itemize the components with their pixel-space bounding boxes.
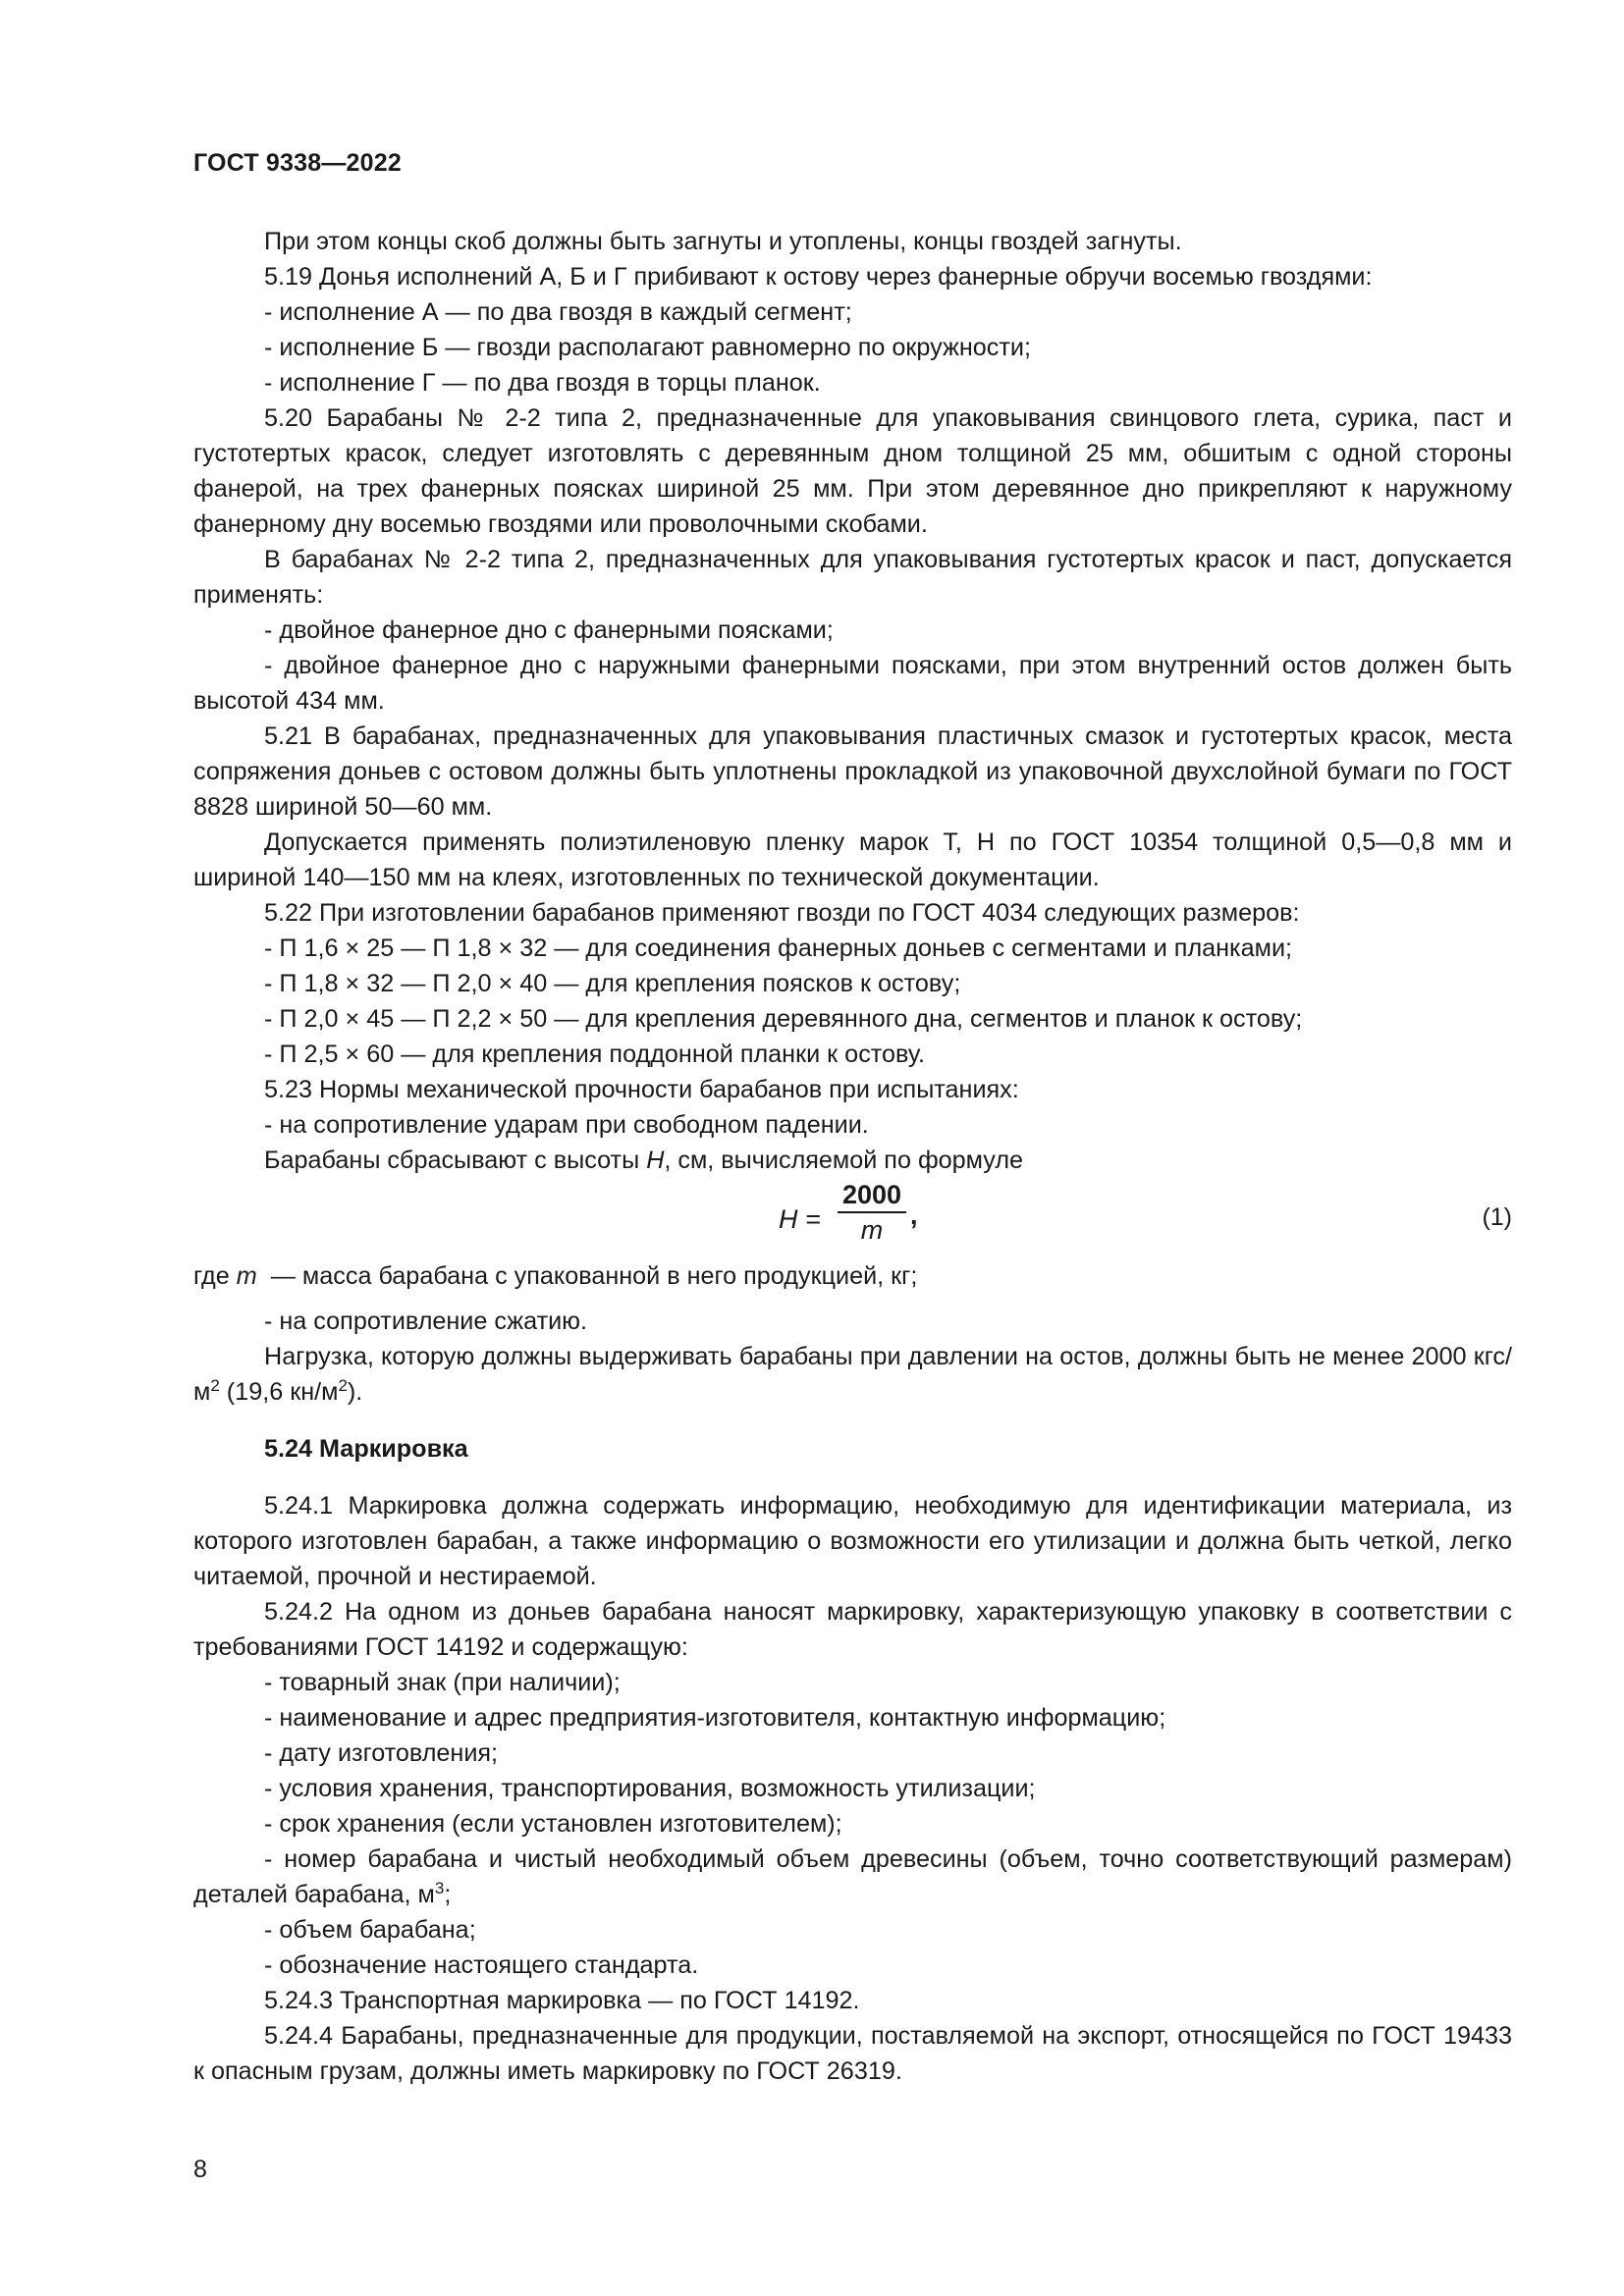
text-run: Барабаны сбрасывают с высоты [264,1147,647,1174]
formula-fraction [838,1178,906,1247]
variable-h: H [646,1147,665,1174]
paragraph [193,1339,1512,1410]
paragraph: 5.20 Барабаны № 2-2 типа 2, предназначенные для упаковывания свинцового глета, сурика, паст и густотертых красок, следует изготовлять с деревянным дном толщиной 25 мм, обшитым с одной стороны фанерой, на трех фанерных поясках шириной 25 мм. При этом деревянное дно прикрепляют к наружному фанерному дну восемью гвоздями или проволочными скобами. [193,404,1512,538]
list-item: - дату изготовления; [264,1739,499,1767]
document-body [193,224,1512,2089]
formula-1 [193,1178,1512,1258]
formula-denominator: m [860,1215,884,1245]
list-item: - исполнение Б — гвозди располагают равномерно по окружности; [264,334,1031,361]
list-item: - П 2,5 × 60 — для крепления поддонной планки к остову. [264,1041,925,1068]
formula-explanation [193,1258,1512,1294]
superscript: 3 [434,1879,445,1897]
list-item: - обозначение настоящего стандарта. [264,1951,699,1979]
paragraph: 5.19 Донья исполнений А, Б и Г прибивают к остову через фанерные обручи восемью гвоздями: [264,263,1373,291]
paragraph: 5.23 Нормы механической прочности барабанов при испытаниях: [264,1076,1019,1103]
paragraph: При этом концы скоб должны быть загнуты и утоплены, концы гвоздей загнуты. [264,228,1182,255]
paragraph: Допускается применять полиэтиленовую пленку марок Т, Н по ГОСТ 10354 толщиной 0,5—0,8 мм и шириной 140—150 мм на клеях, изготовленных по технической документации. [193,828,1512,891]
list-item: - двойное фанерное дно с наружными фанерными поясками, при этом внутренний остов должен быть высотой 434 мм. [193,652,1512,715]
list-item: - условия хранения, транспортирования, возможность утилизации; [264,1775,1036,1802]
formula-comma: , [910,1201,918,1230]
superscript: 2 [210,1376,220,1395]
text-run: ; [444,1881,452,1908]
text-run: , см, вычисляемой по формуле [664,1147,1024,1174]
list-item: - исполнение А — по два гвоздя в каждый сегмент; [264,298,852,326]
paragraph: В барабанах № 2-2 типа 2, предназначенных для упаковывания густотертых красок и паст, допускается применять: [193,546,1512,609]
paragraph: 5.24.1 Маркировка должна содержать информацию, необходимую для идентификации материала, из которого изготовлен барабан, а также информацию о возможности его утилизации и должна быть четкой, легко читаемой, прочной и нестираемой. [193,1492,1512,1590]
list-item: - П 2,0 × 45 — П 2,2 × 50 — для крепления деревянного дна, сегментов и планок к остову; [264,1005,1303,1033]
list-item: - двойное фанерное дно с фанерными поясками; [264,616,834,644]
text-run: — масса барабана с упакованной в него продукцией, кг; [256,1262,918,1290]
paragraph: 5.24.4 Барабаны, предназначенные для продукции, поставляемой на экспорт, относящейся по ГОСТ 19433 к опасным грузам, должны иметь маркировку по ГОСТ 26319. [193,2022,1512,2085]
text-run: - номер барабана и чистый необходимый объем древесины (объем, точно соответствующий размерам) деталей барабана, м [193,1845,1512,1908]
text-run: Нагрузка, которую должны выдерживать барабаны при давлении на остов, должны быть не менее 2000 кгс/м [193,1343,1512,1406]
formula-numerator: 2000 [838,1178,906,1213]
list-item: - объем барабана; [264,1916,476,1944]
text-run: ). [347,1378,363,1406]
text-run: (19,6 кн/м [219,1378,339,1406]
page-number: 8 [193,2156,207,2183]
list-item: - П 1,8 × 32 — П 2,0 × 40 — для крепления поясков к остову; [264,970,961,997]
superscript: 2 [338,1376,348,1395]
list-item: - срок хранения (если установлен изготовителем); [264,1810,842,1838]
list-item: - П 1,6 × 25 — П 1,8 × 32 — для соединения фанерных доньев с сегментами и планками; [264,934,1293,962]
paragraph: 5.21 В барабанах, предназначенных для упаковывания пластичных смазок и густотертых красок, места сопряжения доньев с остовом должны быть уплотнены прокладкой из упаковочной двухслойной бумаги по ГОСТ 8828 шириной 50—60 мм. [193,722,1512,821]
list-item: - исполнение Г — по два гвоздя в торцы планок. [264,369,821,397]
paragraph [193,1143,1512,1178]
list-item: - наименование и адрес предприятия-изготовителя, контактную информацию; [264,1704,1166,1732]
formula-number: (1) [1482,1203,1512,1231]
text-run: где [193,1262,237,1290]
list-item [193,1842,1512,1912]
list-item: - на сопротивление сжатию. [264,1308,588,1335]
list-item: - на сопротивление ударам при свободном падении. [264,1111,869,1139]
paragraph: 5.24.2 На одном из доньев барабана наносят маркировку, характеризующую упаковку в соответствии с требованиями ГОСТ 14192 и содержащую: [193,1598,1512,1661]
document-header: ГОСТ 9338—2022 [193,149,402,177]
variable-m: m [236,1262,257,1290]
formula-expression [779,1178,936,1256]
section-heading: 5.24 Маркировка [264,1435,468,1463]
paragraph: 5.22 При изготовлении барабанов применяют гвозди по ГОСТ 4034 следующих размеров: [264,899,1300,927]
formula-lhs: H = [779,1204,821,1234]
spacer [193,1294,1512,1304]
paragraph: 5.24.3 Транспортная маркировка — по ГОСТ 14192. [264,1987,860,2014]
list-item: - товарный знак (при наличии); [264,1669,621,1696]
